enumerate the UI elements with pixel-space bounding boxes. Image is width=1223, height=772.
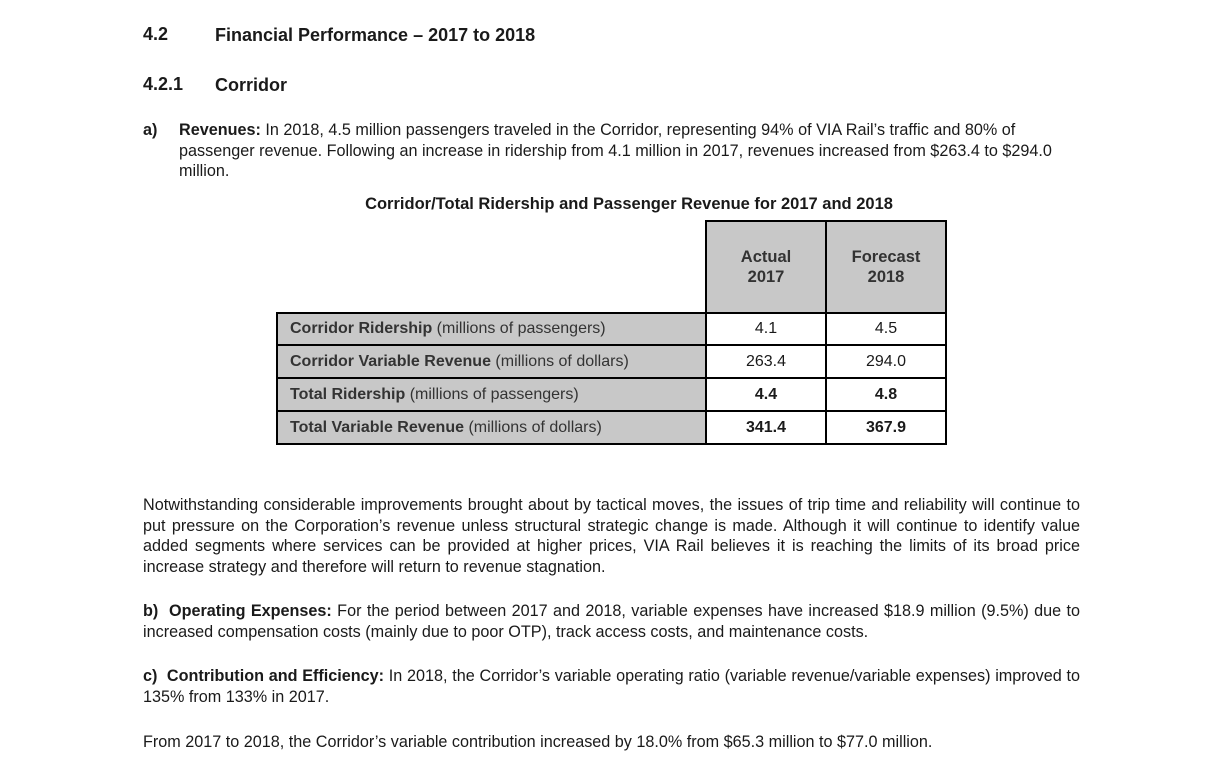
section-title: Financial Performance – 2017 to 2018	[215, 25, 536, 45]
cell-2018: 294.0	[826, 345, 946, 378]
operating-expenses-text: For the period between 2017 and 2018, variable expenses have increased $18.9 million (9.5%) due to increased compensation costs (mainly due to poor OTP), track access costs, and maintenance costs.	[143, 602, 1080, 641]
cell-2018: 367.9	[826, 411, 946, 444]
header-forecast-2018: Forecast 2018	[826, 221, 946, 313]
cell-2018: 4.5	[826, 313, 946, 345]
subsection-title: Corridor	[215, 75, 287, 95]
item-a-marker: a)	[143, 121, 158, 139]
revenues-label: Revenues:	[179, 121, 261, 139]
subsection-number: 4.2.1	[143, 74, 184, 94]
row-label: Corridor Ridership (millions of passengers)	[277, 313, 706, 345]
item-c-marker: c)	[143, 667, 158, 685]
contribution-paragraph	[143, 666, 1080, 707]
closing-paragraph: From 2017 to 2018, the Corridor’s variable contribution increased by 18.0% from $65.3 million to $77.0 million.	[143, 733, 933, 751]
item-b-marker: b)	[143, 602, 159, 620]
cell-2017: 263.4	[706, 345, 826, 378]
cell-2017: 4.4	[706, 378, 826, 411]
contribution-label: Contribution and Efficiency:	[166, 667, 385, 685]
row-label: Total Variable Revenue (millions of dollars)	[277, 411, 706, 444]
table-row	[277, 378, 946, 411]
table-row	[277, 345, 946, 378]
contribution-text: In 2018, the Corridor’s variable operating ratio (variable revenue/variable expenses) improved to 135% from 133% in 2017.	[143, 667, 1081, 706]
notwithstanding-paragraph: Notwithstanding considerable improvements brought about by tactical moves, the issues of trip time and reliability will continue to put pressure on the Corporation’s revenue unless structural strategic change is made. Although it will continue to identify value added segments where services can be provided at higher prices, VIA Rail believes it is reaching the limits of its broad price increase strategy and therefore will return to revenue stagnation.	[143, 496, 1080, 576]
cell-2017: 341.4	[706, 411, 826, 444]
operating-expenses-paragraph	[143, 601, 1080, 642]
revenues-text: In 2018, 4.5 million passengers traveled in the Corridor, representing 94% of VIA Rail’s traffic and 80% of passenger revenue. Following an increase in ridership from 4.1 million in 2017, revenues increased from $263.4 to $294.0 million.	[179, 121, 1052, 181]
section-number: 4.2	[143, 24, 169, 44]
row-label: Total Ridership (millions of passengers)	[277, 378, 706, 411]
table-caption: Corridor/Total Ridership and Passenger Revenue for 2017 and 2018	[365, 195, 893, 213]
operating-expenses-label: Operating Expenses:	[169, 602, 332, 620]
cell-2018: 4.8	[826, 378, 946, 411]
cell-2017: 4.1	[706, 313, 826, 345]
header-actual-2017: Actual 2017	[706, 221, 826, 313]
ridership-revenue-table	[276, 220, 947, 445]
table-row	[277, 411, 946, 444]
row-label: Corridor Variable Revenue (millions of dollars)	[277, 345, 706, 378]
table-row	[277, 313, 946, 345]
revenues-paragraph	[179, 120, 1081, 182]
